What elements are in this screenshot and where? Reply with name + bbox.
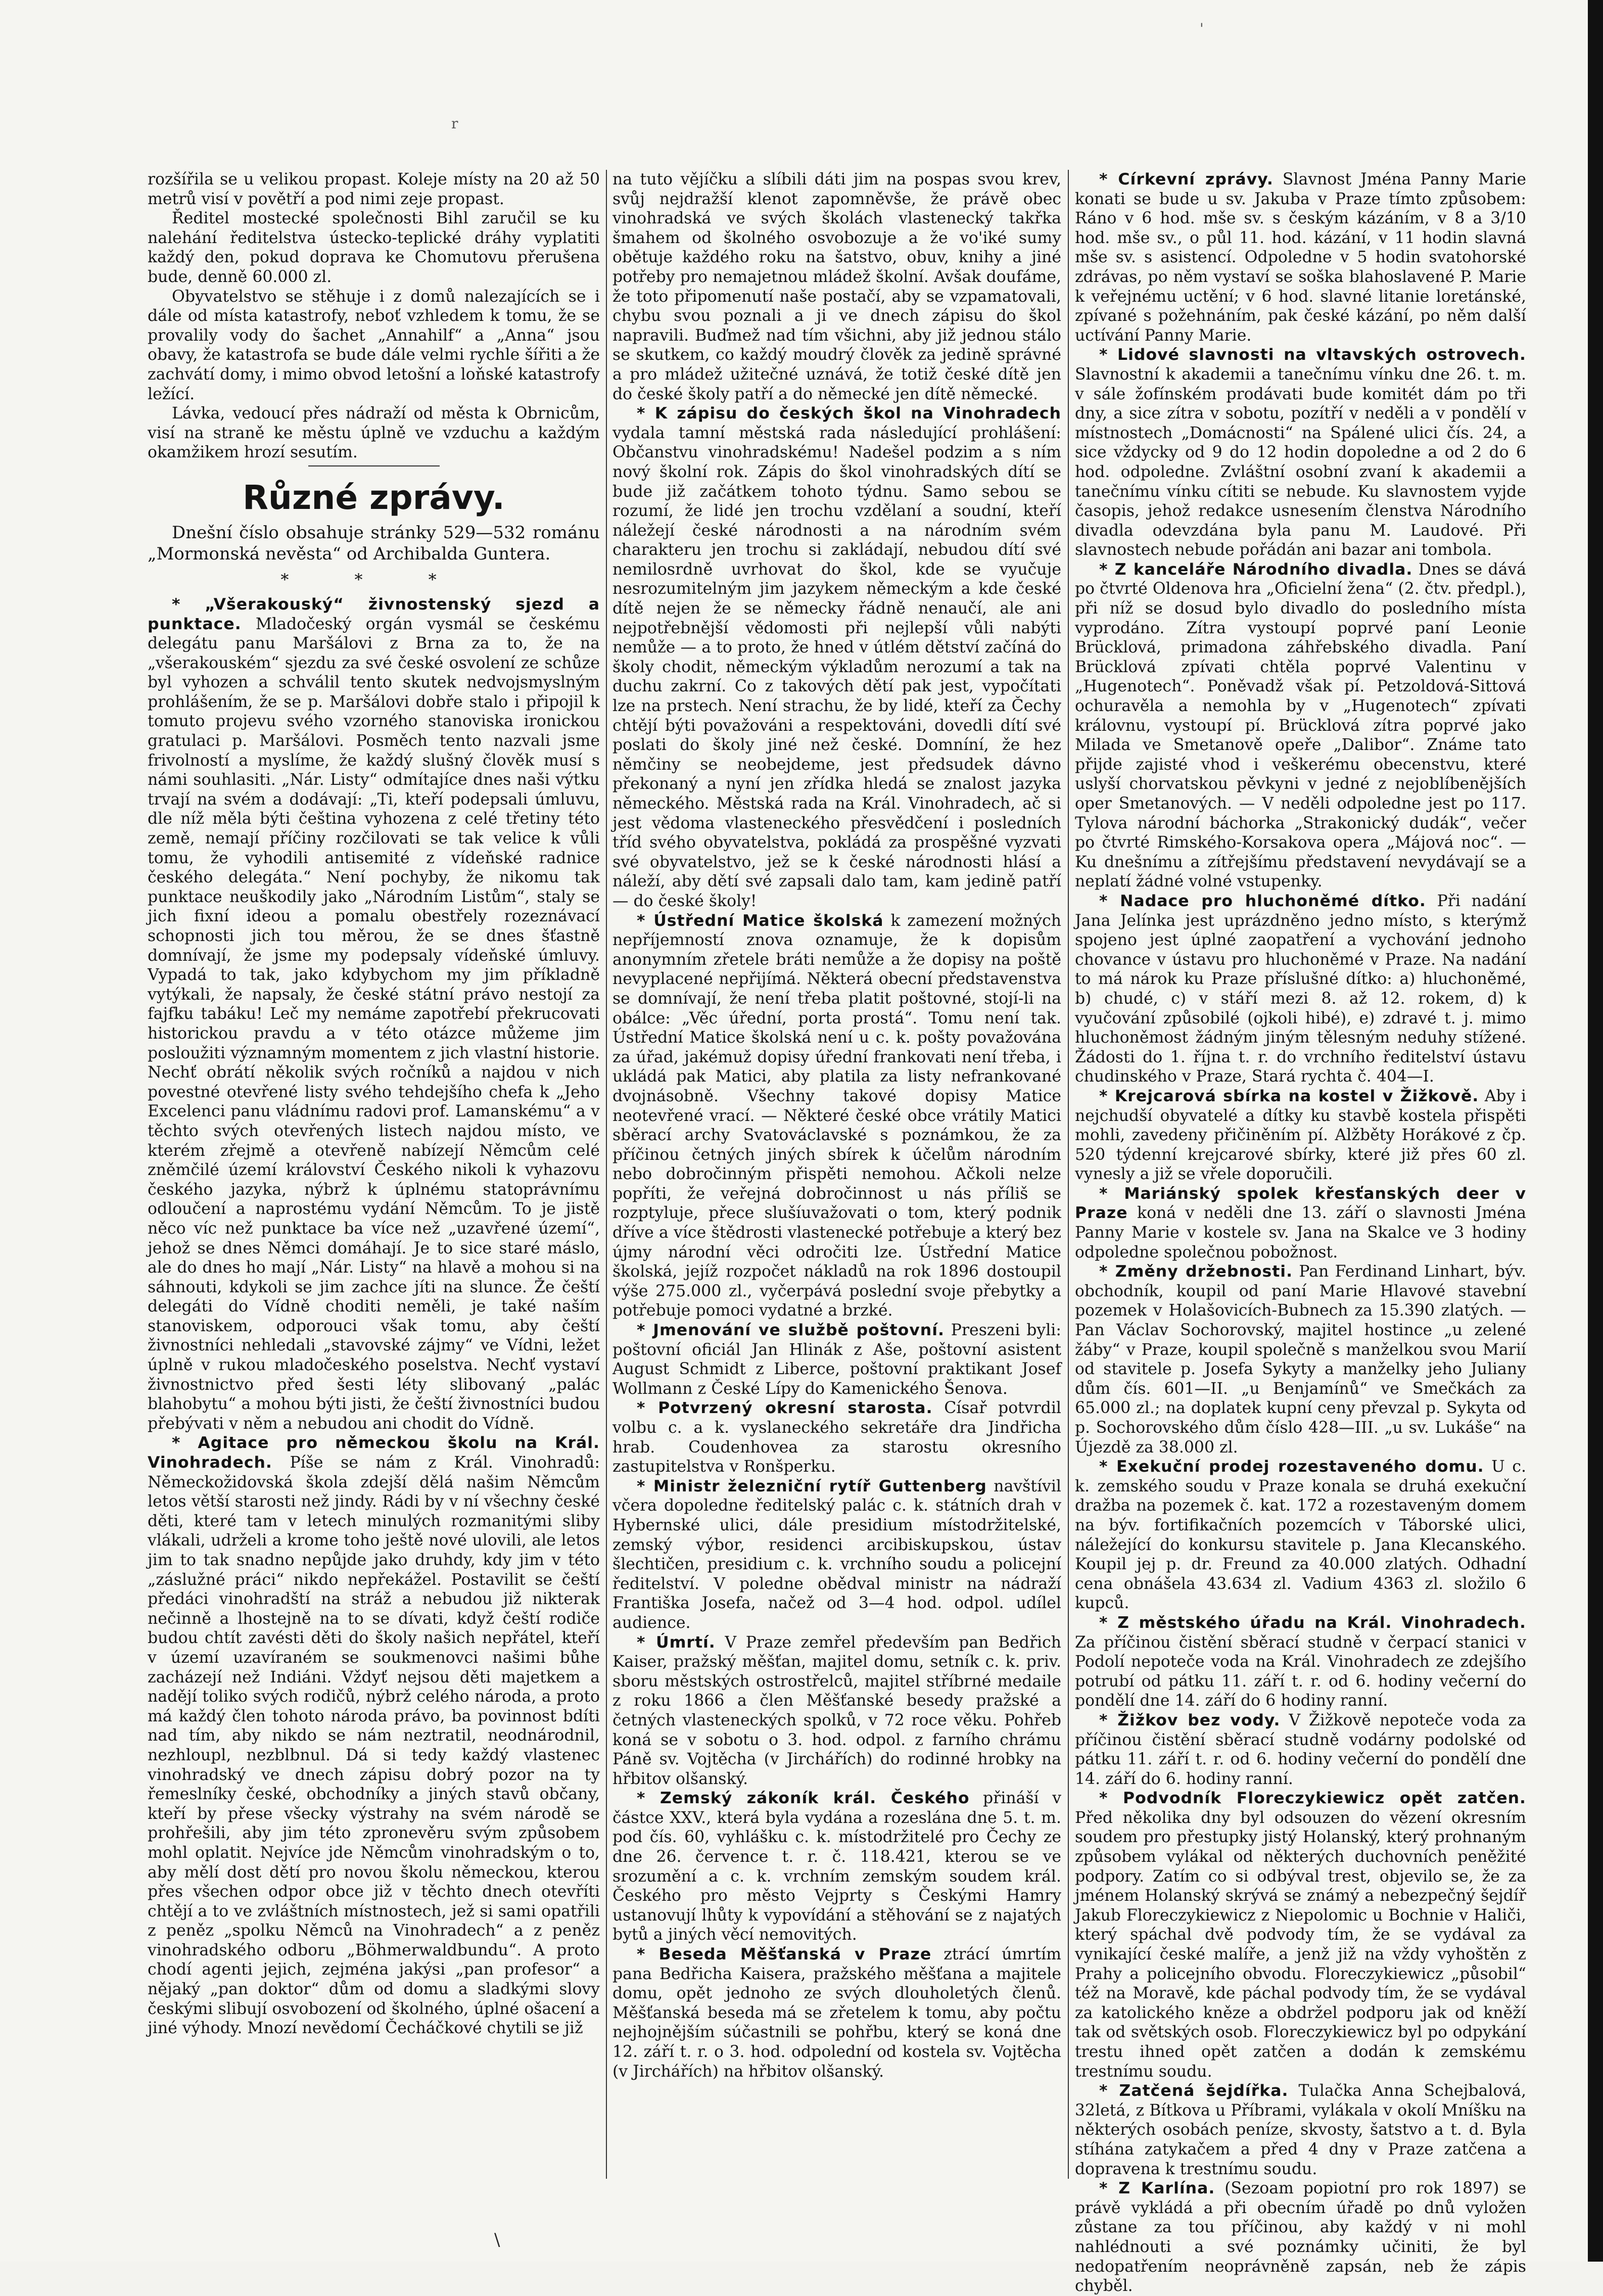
news-item [612,1321,1061,1398]
scan-mark-bottom: \ [494,2230,500,2250]
scan-edge [1588,0,1603,2262]
news-headline: * Zatčená šejdířka. [1099,2082,1289,2100]
paragraph: Lávka, vedoucí přes nádraží od města k Obrnicům, visí na straně ke městu úplně ve vzduchu a každým okamžikem hrozí sesutím. [148,404,600,462]
news-headline: * Úmrtí. [637,1633,716,1652]
news-body: Před několika dny byl odsouzen do vězení okresním soudem pro přestupky jistý Holanský, který prohnaným způsobem vylákal od některých duchovních peněžité podpory. Zatím co si odbýval trest, objevilo se, že za jménem Holanský skrývá se známý a nebezpečný šejdíř Jakub Floreczykiewicz z Niepolomic u Bochnie v Haliči, který spáchal dvě podvody tím, že se vydával za vynikající české malíře, a jenž již na vždy vyhoštěn z Prahy a policejního obvodu. Floreczykiewicz „působil“ též na Moravě, kde páchal podvody tím, že se vydával za katolického kněze a obdržel podporu jak od kněží tak od světských osob. Floreczykiewicz byl po odpykání trestu ihned opět zatčen a dodán k zemskému trestnímu soudu. [1075,1808,1526,2081]
news-headline: * Změny držebnosti. [1099,1262,1293,1281]
news-body: Slavnost Jména Panny Marie konati se bude u sv. Jakuba v Praze tímto způsobem: Ráno v 6 hod. mše sv. s českým kázáním, v 8 a 3/10 hod. mše sv., o půl 11. hod. kázání, v 11 hodin slavná mše sv. s asistencí. Odpoledne v 5 hodin svatohorské zdrávas, po něm vystaví se soška blahoslavené P. Marie k veřejnému uctění; v 6 hod. slavné litanie loretánské, zpívané s požehnáním, pak české kázání, po něm další uctívání Panny Marie. [1075,170,1526,345]
news-headline: * Ústřední Matice školská [637,911,884,930]
news-item [1075,1184,1526,1262]
news-body: Dnes se dává po čtvrté Oldenova hra „Oficielní žena“ (2. čtv. předpl.), při níž se dosud bylo divadlo do posledního místa vyprodáno. Zítra vystoupí poprvé paní Leonie Brücklová, primadona záhřebského divadla. Paní Brücklová zpívati chtěla poprvé Valentinu v „Hugenotech“. Poněvadž však pí. Petzoldová-Sittová ochuravěla a nemohla by v „Hugenotech“ zpívati královnu, vystoupí pí. Brücklová zítra poprvé jako Milada ve Smetanově opeře „Dalibor“. Známe tato přijde zajisté vhod i veškerému obecenstvu, které uslyší chorvatskou pěvkyni v jedné z nejoblíbenějších oper Smetanových. — V neděli odpoledne jest po 117. Tylova národní báchorka „Strakonický dudák“, večer po čtvrté Rimského-Korsakova opera „Májová noc“. — Ku dnešnímu a zítřejšímu představení nevydávají se a neplatí žádné volné vstupenky. [1075,560,1527,891]
news-headline: * Církevní zprávy. [1099,170,1274,189]
news-body: vydala tamní městská rada následující prohlášení: Občanstvu vinohradskému! Nadešel podzim a s ním nový školní rok. Zápis do škol vinohradských dítí se bude již začátkem tohoto týdnu. Samo sebou se rozumí, že lidé jen trochu vzdělaní a soudní, kteří náležejí české národnosti a na národním svém charakteru jen trochu si zakládají, nebudou dítí své nemilosrdně uvrhovat do škol, kde se vyučuje nesrozumitelným jim jazykem německým a kde české dítě nejen že se německy řádně nenaučí, ale ani nejpotřebnější vědomosti při nejlepší vůli nabýti nemůže — a to proto, že hned v útlém dětství začíná do školy chodit, německým výkladům nerozumí a tak na duchu zakrní. Co z takových dětí pak jest, vypočítati lze na prstech. Není strachu, že by lidé, kteří za Čechy chtějí býti považováni a respektováni, dovedli dítí své poslati do školy jiné než české. Domníní, že hez němčiny se neobejdeme, jest předsudek dávno překonaný a nyní jen zřídka hledá se znalost jazyka německého. Městská rada na Král. Vinohradech, ač si jest vědoma vlasteneckého přesvědčení i posledních tříd svého obyvatelstva, pokládá za prospěšné vyzvati své obyvatelstvo, jež se k české národnosti hlásí a náleží, aby dětí své zapsali dalo tam, kam jedině patří — do české školy! [612,424,1061,910]
news-headline: * Potvrzený okresní starosta. [637,1399,933,1418]
news-headline: * Žižkov bez vody. [1099,1711,1281,1729]
paragraph: na tuto vějíčku a slíbili dáti jim na pospas svou krev, svůj nejdražší klenot zapomněvše, že právě obec vinohradská ve svých školách vlastenecký takřka šmahem od školného osvobozuje a že vo'iké sumy obětuje každého roku na šatstvo, obuv, knihy a jiné potřeby pro nemajetnou mládež školní. Avšak doufáme, že toto připomenutí naše postačí, aby se vzpamatovali, chybu svou poznali a ji ve dnech zápisu do škol napravili. Buďmež nad tím všichni, aby již jednou stálo se skutkem, co každý moudrý člověk za jedině správné a pro mládež užitečné uznává, že totiž české dítě jen do české školy patří a do německé jen dítě německé. [612,170,1061,403]
news-item [1075,170,1526,345]
news-headline: * K zápisu do českých škol na Vinohradech [637,404,1061,423]
news-item [1075,2081,1526,2179]
news-body: ztrácí úmrtím pana Bedřicha Kaisera, pražského měšťana a majitele domu, opět jednoho ze svých dlouholetých členů. Měšťanská beseda má se zřetelem k tomu, aby počtu nejhojnějším súčastnili se pohřbu, který se koná dne 12. září t. r. o 3. hod. odpolední od kostela sv. Vojtěcha (v Jirchářích) na hřbitov olšanský. [612,1945,1061,2081]
news-body: navštívil včera dopoledne ředitelský palác c. k. státních drah v Hybernské ulici, dále presidium místodržitelské, zemský výbor, residenci arcibiskupskou, ústav šlechtičen, presidium c. k. vrchního soudu a policejní ředitelství. V poledne obědval ministr na nádraží Františka Josefa, načež od 3—4 hod. odpol. udílel audience. [612,1477,1061,1632]
news-item [1075,1711,1526,1789]
news-item [1075,2179,1526,2296]
news-item [612,404,1061,911]
paragraph: rozšířila se u velikou propast. Koleje místy na 20 až 50 metrů visí v povětří a pod nimi zeje propast. [148,170,600,208]
news-body: Píše se nám z Král. Vinohradů: Německožidovská škola zdejší dělá našim Němcům letos větší starosti než jindy. Rádi by v ní všechny české děti, které tam v letech minulých rozmanitými sliby vlákali, udrželi a krome toho ještě nové ulovili, ale letos jim to tak snadno nepůjde jako druhdy, kdy jim v této „záslužné práci“ nikdo nepřekážel. Postavilit se čeští předáci vinohradští na stráž a nebudou již nikterak nečinně a lhostejně na to se dívati, když čeští rodiče budou chtít zavésti děti do školy našich nepřátel, kteří v území uzavíraném se soukmenovci našimi bůhe zacházejí než Indiáni. Vždyť nejsou děti majetkem a nadějí toliko svých rodičů, nýbrž celého národa, a proto má každý člen tohoto národa právo, ba povinnost bdíti nad tím, aby nikdo se nám neztratil, neodnárodnil, nezhloupl, nezblbnul. Dá si tedy každý vlastenec vinohradský ve dnech zápisu dobrý pozor na ty řemeslníky české, obchodníky a jiných stavů občany, kteří by přese všecky výstrahy na svém národě se prohřešili, aby jim této zpronevěru svým způsobem mohl oplatit. Nejvíce jde Němcům vinohradským o to, aby mělí dost dětí pro novou školu německou, kterou přes všechen odpor obce již v těchto dnech otevříti chtějí a to ve zvláštních místnostech, jež si sami opatřili z peněz „spolku Němců na Vinohradech“ a z peněz vinohradského odboru „Böhmerwaldbundu“. A proto chodí agenti jejich, zejména jakýsi „pan profesor“ a nějaký „pan doktor“ dům od domu a sladkými slovy českými slibují osvobození od školného, úplné ošacení a jiné výhody. Mnozí nevědomí Čecháčkové chytili se již [148,1454,600,2038]
news-body: Mladočeský orgán vysmál se českému delegátu panu Maršálovi z Brna za to, že na „všerakouském“ sjezdu za své české osvolení ze schůze byl vyhozen a schválil tento skutek nedvojsmyslným prohlášením, že se p. Maršálovi dobře stalo i připojil k tomuto projevu svého vzorného stanoviska ironickou gratulaci p. Maršálovi. Posměch tento nazvali jsme frivolností a myslíme, že každý slušný člověk musí s námi souhlasiti. „Nár. Listy“ odmítajíce dnes naši výtku trvají na svém a dodávají: „Ti, kteří podepsali úmluvu, dle níž měla býti čeština vyhozena z celé třetiny této země, nemají příčiny rozčilovati se tak velice k vůli tomu, že vyhodili antisemité z vídeňské radnice českého delegáta.“ Není pochyby, že nikomu tak punktace neuškodily jako „Národním Listům“, staly se jich fixní ideou a pomalu obestřely rozeznávací schopnosti jich tou měrou, že se dnes šťastně domnívají, že jsme my podepsaly vídeňské úmluvy. Vypadá to tak, jako kdybychom my jim příkladně vytýkali, že napsaly, že české státní právo nestojí za fajfku tabáku! Leč my nemáme zapotřebí překrucovati historickou pravdu a v této otázce můžeme jim posloužiti významným momentem z jich vlastní historie. Nechť obrátí několik svých ročníků a najdou v nich povestné otevřené listy svého tehdejšího chefa k „Jeho Excelenci panu vládnímu radovi prof. Lamanskému“ a v těchto svých otevřených listech najdou místo, ve kterém zřejmě a otevřeně nabízejí Němcům celé zněmčilé území království Českého nikoli k vyhazovu českého jazyka, nýbrž k úplnému statoprávnímu odloučení a naprostému vydání Němcům. To je jistě něco víc než punktace ba více než „uzavřené území“, jehož se dnes Němci domáhají. Je to sice staré máslo, ale do dnes ho mají „Nár. Listy“ na hlavě a mohou si na sáhnouti, kdykoli se jim zachce jíti na slunce. Že čeští delegáti do Vídně choditi neměli, je také naším stanoviskem, odporouci však tomu, aby čeští živnostníci nehledali „stavovské zájmy“ ve Vídni, ležet úplně v rukou mladočeského poselstva. Nechť vystaví živnostnictvo před šesti léty slibovaný „palác blahobytu“ a mohou býti jisti, že čeští živnostníci budou přebývati v něm a nebudou ani chodit do Vídně. [148,615,600,1433]
scan-mark-top-left: r [451,115,458,132]
news-headline: * Ministr železniční rytíř Guttenberg [637,1477,987,1495]
news-headline: * Z Karlína. [1099,2179,1215,2198]
news-item [1075,1087,1526,1184]
column-rule [606,170,607,2179]
news-body: Císař potvrdil volbu c. a k. vyslaneckého sekretáře dra Jindřicha hrab. Coudenhovea za starostu okresního zastupitelstva v Ronšperku. [612,1399,1061,1476]
paragraph: Ředitel mostecké společnosti Bihl zaručil se ku nalehání ředitelstva ústecko-teplické dráhy vyplatiti každý den, pokud doprava ke Chomutovu přerušena bude, denně 60.000 zl. [148,209,600,286]
news-body: k zamezení možných nepříjemností znova oznamuje, že k dopisům anonymním zřetele bráti nemůže a že dopisy na poště nevyplacené nepřijímá. Některá obecní představenstva se domnívají, že není třeba platit poštovné, stojí-li na obálce: „Věc úřední, porta prostá“. Tomu není tak. Ústřední Matice školská není u c. k. pošty považována za úřad, jakémuž dopisy úřední frankovati není třeba, i ukládá pak Matici, aby platila za listy nefrankované dvojnásobně. Všechny takové dopisy Matice neotevřené vrací. — Některé české obce vrátily Matici sběrací archy Svatováclavské s poznámkou, že za příčinou četných jiných sbírek k účelům národním nebo dobročinným přispěti nemohou. Ačkoli nelze popříti, že veřejná dobročinnost u nás příliš se rozptyluje, přece slušíuvažovati o tom, který podnik dříve a více štědrosti vlastenecké potřebuje a který bez újmy národní věci odročiti lze. Ústřední Matice školská, jejíž rozpočet nákladů na rok 1896 dostoupil výše 275.000 zl., vyčerpává poslední svoje přebytky a potřebuje pomoci vydatné a brzké. [612,911,1062,1320]
column-3 [1075,170,1527,2295]
news-body: Tulačka Anna Schejbalová, 32letá, z Bítkova u Příbrami, vylákala v okolí Mníšku na některých osobách peníze, skvosty, šatstvo a t. d. Byla stíhána zatykačem a před 4 dny v Praze zatčena a dopravena k trestnímu soudu. [1075,2082,1527,2178]
news-headline: * Mariánský spolek křesťanských deer v Praze [1075,1184,1526,1223]
section-intro: Dnešní číslo obsahuje stránky 529—532 románu „Mormonská nevěsta“ od Archibalda Guntera. [148,522,600,564]
news-body: Při nadání Jana Jelínka jest uprázdněno jedno místo, s kterýmž spojeno jest úplné zaopatření a vychování jednoho chovance v ústavu pro hluchoněmé v Praze. Na nadání to má nárok ku Praze příslušné dítko: a) hluchoněmé, b) chudé, c) v stáří mezi 8. až 12. rokem, d) k vyučování způsobilé (ojkoli hibé), e) zdravé t. j. mimo hluchoněmost žádným jiným tělesným neduhy stížené. Žádosti do 1. října t. r. do vrchního ředitelství ústavu chudinského v Praze, Stará rychta č. 404—I. [1075,892,1527,1086]
section-title: Různé zprávy. [243,478,505,517]
news-headline: * Beseda Měšťanská v Praze [637,1945,932,1964]
news-headline: * „Všerakouský“ živnostenský sjezd a punktace. [148,595,600,633]
news-headline: * Podvodník Floreczykiewicz opět zatčen. [1099,1789,1526,1808]
news-body: přináší v částce XXV., která byla vydána a rozeslána dne 5. t. m. pod čís. 60, vyhlášku c. k. místodržitelé pro Čechy ze dne 26. července t. r. č. 118.421, kterou se ve srozumění a c. k. vrchním zemským soudem král. Českého pro město Vejprty s Českými Hamry ustanovují lhůty k vypovídání a stěhování se z najatých bytů a jiných věcí nemovitých. [612,1789,1061,1944]
news-item [612,911,1061,1321]
news-item [1075,560,1526,892]
news-body: Aby i nejchudší obyvatelé a dítky ku stavbě kostela přispěti mohli, zavedeny přičiněním pí. Alžběty Horákové z čp. 520 týdenní krejcarové sbírky, které již přes 60 zl. vynesly a již se vřele doporučili. [1075,1087,1527,1184]
news-headline: * Agitace pro německou školu na Král. Vinohradech. [148,1434,600,1472]
news-item [1075,1789,1526,2081]
news-headline: * Z kanceláře Národního divadla. [1099,560,1413,579]
column-1 [148,170,600,2191]
news-item [148,595,600,1434]
news-item [612,1945,1061,2081]
asterisks-divider: * * * [280,570,467,589]
news-item [1075,1613,1526,1711]
paragraph: Obyvatelstvo se stěhuje i z domů nalezajících se i dále od místa katastrofy, neboť vzhledem k tomu, že se provalily vody do šachet „Annahilf“ a „Anna“ jsou obavy, že katastrofa se bude dále velmi rychle šířiti a že zachvátí domy, i mimo obvod letošní a loňské katastrofy ležící. [148,287,600,403]
news-item [612,1633,1061,1789]
news-headline: * Krejcarová sbírka na kostel v Žižkově. [1099,1087,1479,1105]
news-item [148,1433,600,2038]
news-item [612,1789,1061,1945]
news-body: U c. k. zemského soudu v Praze konala se druhá exekuční dražba na pozemek č. kat. 172 a rozestaveným domem na býv. fortifikačních pozemcích v Táborské ulici, náležející do konkursu stavitele p. Jana Klecanského. Koupil jej p. dr. Freund za 40.000 zlatých. Odhadní cena obnášela 43.634 zl. Vadium 4363 zl. složilo 6 kupců. [1075,1458,1527,1613]
news-body: Pan Ferdinand Linhart, býv. obchodník, koupil od paní Marie Hlavové stavební pozemek v Holašovicích-Bubnech za 15.390 zlatých. — Pan Václav Sochorovský, majitel hostince „u zelené žáby“ v Praze, koupil společně s manželkou svou Marií od stavitele p. Josefa Sykyty a manželky jeho Juliany dům čís. 601—II. „u Benjamínů“ ve Smečkách za 65.000 zl.; na doplatek kupní ceny převzal p. Sykyta od p. Sochorovského dům číslo 428—III. „u sv. Lukáše“ na Újezdě za 38.000 zl. [1075,1262,1527,1457]
news-headline: * Jmenování ve službě poštovní. [637,1321,945,1340]
news-item [1075,892,1526,1087]
column-2 [612,170,1061,2191]
news-item [1075,1457,1526,1613]
news-body: Slavnostní k akademii a tanečnímu vínku dne 26. t. m. v sále žofínském prodávati bude komitét dám po tři dny, a sice zítra v sobotu, pozítří v neděli a v pondělí v místnostech „Domácnosti“ na Spálené ulici čís. 24, a sice vždycky od 9 do 12 hodin dopoledne a od 2 do 6 hod. odpoledne. Zvláštní osobní zvaní k akademii a tanečnímu vínku cítiti se nebude. Ku slavnostem vyjde časopis, jehož redakce usnesením členstva Národního divadla odevzdána byla panu M. Laudové. Při slavnostech nebude pořádán ani bazar ani tombola. [1075,365,1526,559]
news-body: (Sezoam popiotní pro rok 1897) se právě vykládá a při obecním úřadě po dnů vyložen zůstane za tou příčinou, aby každý v ni mohl nahlédnouti a své poznámky učiniti, že byl nedopatřením neoprávněně zapsán, neb že zápis chyběl. [1075,2179,1526,2295]
news-headline: * Lidové slavnosti na vltavských ostrovech. [1099,346,1526,364]
news-body: V Praze zemřel především pan Bedřich Kaiser, pražský měšťan, majitel domu, setník c. k. priv. sboru městských ostrostřelců, majitel stříbrné medaile z roku 1866 a člen Měšťanské besedy pražské a četných vlasteneckých spolků, v 72 roce věku. Pohřeb koná se v sobotu o 3. hod. odpol. z farního chrámu Páně sv. Vojtěcha (v Jirchářích) do rodinné hrobky na hřbitov olšanský. [612,1633,1062,1788]
news-headline: * Z městského úřadu na Král. Vinohradech. [1099,1613,1526,1632]
news-item [612,1398,1061,1476]
news-headline: * Exekuční prodej rozestaveného domu. [1099,1458,1484,1476]
news-headline: * Zemský zákoník král. Českého [637,1789,970,1808]
column-rule [1068,170,1069,2179]
news-item [612,1477,1061,1633]
news-body: Za příčinou čistění sběrací studně v čerpací stanici v Podolí nepoteče voda na Král. Vinohradech ze zdejšího potrubí od pátku 11. září t. r. od 6. hodiny večerní do pondělí dne 14. září do 6 hodiny ranní. [1075,1633,1526,1710]
divider [308,465,440,466]
news-headline: * Nadace pro hluchoněmé dítko. [1099,892,1426,910]
news-body: Preszeni byli: poštovní oficiál Jan Hlinák z Aše, poštovní asistent August Schmidt z Liberce, poštovní praktikant Josef Wollmann z České Lípy do Kamenického Šenova. [612,1321,1061,1398]
news-item [1075,1262,1526,1457]
news-body: koná v neděli dne 13. září o slavnosti Jména Panny Marie v kostele sv. Jana na Skalce ve 3 hodiny odpoledne společnou pobožnost. [1075,1204,1526,1261]
news-item [1075,345,1526,560]
scan-mark-top-right: ' [1200,20,1204,37]
news-body: V Žižkově nepoteče voda za příčinou čistění sběrací studně vodárny podolské od pátku 11. září t. r. od 6. hodiny večerní do pondělí dne 14. září do 6. hodiny ranní. [1075,1711,1526,1788]
